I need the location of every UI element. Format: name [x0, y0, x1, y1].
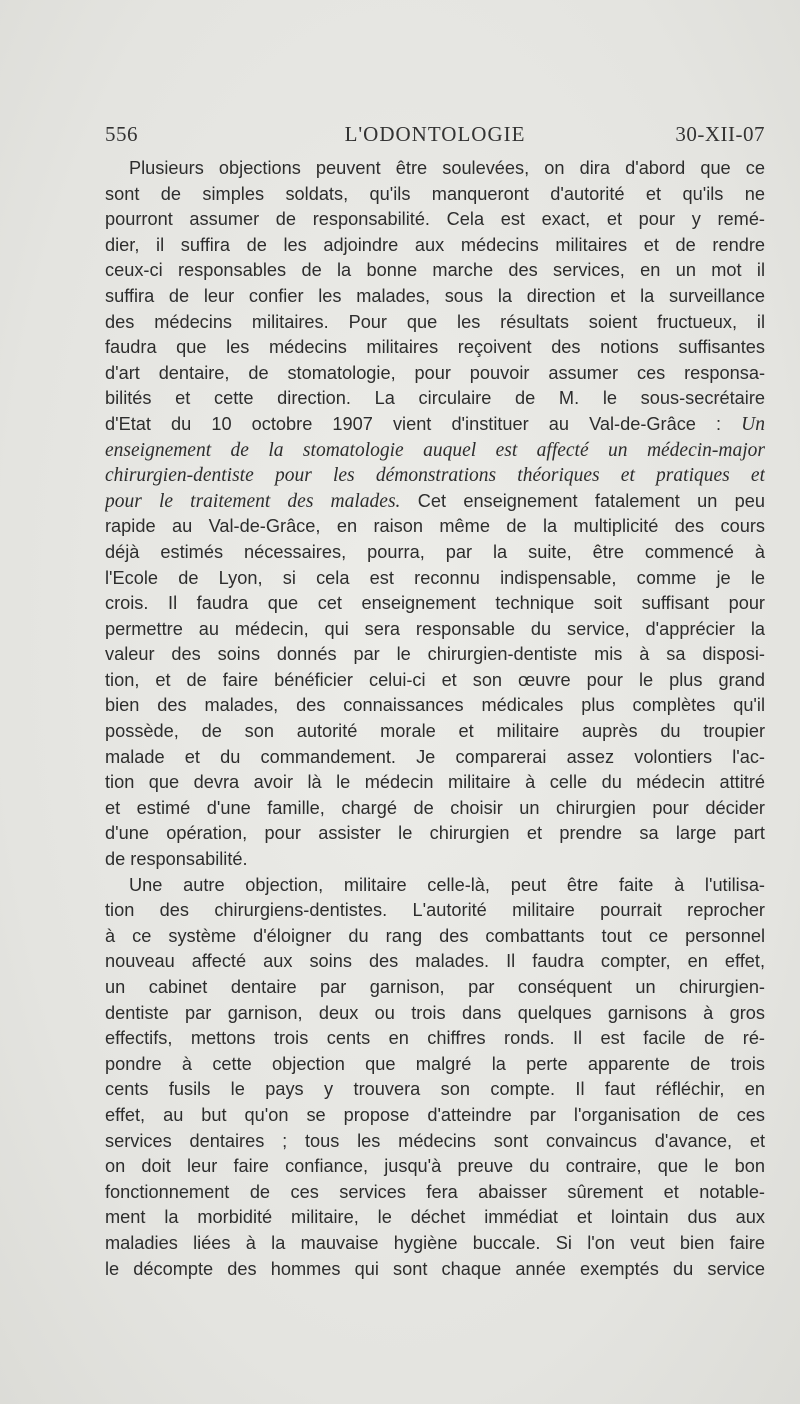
text-line: pondre à cette objection que malgré la perte apparente de trois: [105, 1053, 765, 1074]
text-line: maladies liées à la mauvaise hygiène buccale. Si l'on veut bien faire: [105, 1232, 765, 1253]
text-line: services dentaires ; tous les médecins sont convaincus d'avance, et: [105, 1130, 765, 1151]
text-line: de responsabilité.: [105, 849, 248, 870]
text-line: cents fusils le pays y trouvera son compte. Il faut réfléchir, en: [105, 1079, 765, 1100]
text-line: [105, 412, 765, 438]
text-line: un cabinet dentaire par garnison, par conséquent un chirurgien-: [105, 977, 765, 997]
running-header: [105, 122, 765, 148]
text-line: malade et du commandement. Je comparerai assez volontiers l'ac-: [105, 746, 765, 767]
text-line: et estimé d'une famille, chargé de choisir un chirurgien pour décider: [105, 797, 765, 818]
quote-line: chirurgien-dentiste pour les démonstrations théoriques et pratiques et: [105, 465, 765, 487]
text-line: le décompte des hommes qui sont chaque année exemptés du service: [105, 1258, 765, 1279]
text-line: crois. Il faudra que cet enseignement technique soit suffisant pour: [105, 593, 765, 614]
text-line: on doit leur faire confiance, jusqu'à preuve du contraire, que le bon: [105, 1156, 765, 1177]
text-line: nouveau affecté aux soins des malades. Il faudra compter, en effet,: [105, 951, 765, 972]
text-line: déjà estimés nécessaires, pourra, par la suite, être commencé à: [105, 541, 765, 562]
text-line: Une autre objection, militaire celle-là, peut être faite à l'utilisa-: [129, 874, 765, 895]
text-line: d'une opération, pour assister le chirurgien et prendre sa large part: [105, 823, 765, 844]
text-line: effectifs, mettons trois cents en chiffres ronds. Il est facile de ré-: [105, 1028, 765, 1049]
text-line: tion que devra avoir là le médecin militaire à celle du médecin attitré: [105, 772, 765, 793]
issue-date: 30-XII-07: [675, 122, 765, 146]
text-line: à ce système d'éloigner du rang des combattants tout ce personnel: [105, 925, 765, 946]
text-line: l'Ecole de Lyon, si cela est reconnu indispensable, comme je le: [105, 567, 765, 588]
journal-title: L'ODONTOLOGIE: [344, 122, 526, 146]
text-line: fonctionnement de ces services fera abaisser sûrement et notable-: [105, 1181, 765, 1202]
text-line: dier, il suffira de les adjoindre aux médecins militaires et de rendre: [105, 234, 765, 255]
text-line: bilités et cette direction. La circulaire de M. le sous-secrétaire: [105, 388, 765, 409]
quote-line: enseignement de la stomatologie auquel est affecté un médecin-major: [105, 439, 765, 461]
text-roman: d'Etat du 10 octobre 1907 vient d'instituer au Val-de-Grâce :: [105, 413, 742, 434]
text-line: tion des chirurgiens-dentistes. L'autorité militaire pourrait reprocher: [105, 900, 765, 921]
text-line: tion, et de faire bénéficier celui-ci et son œuvre pour le plus grand: [105, 669, 765, 690]
text-line: effet, au but qu'on se propose d'atteindre par l'organisation de ces: [105, 1104, 765, 1125]
text-line: bien des malades, des connaissances médicales plus complètes qu'il: [105, 695, 765, 716]
text-line: possède, de son autorité morale et militaire auprès du troupier: [105, 721, 765, 742]
text-line: valeur des soins donnés par le chirurgien-dentiste mis à sa disposi-: [105, 644, 765, 665]
text-line: permettre au médecin, qui sera responsable du service, d'apprécier la: [105, 618, 765, 639]
text-line: Plusieurs objections peuvent être soulevées, on dira d'abord que ce: [129, 158, 765, 178]
text-line: [105, 489, 765, 515]
quote-italic: pour le traitement des malades.: [105, 490, 401, 512]
quote-italic: Un: [741, 413, 765, 435]
page-number: 556: [105, 122, 138, 146]
text-line: des médecins militaires. Pour que les résultats soient fructueux, il: [105, 311, 765, 332]
text-line: sont de simples soldats, qu'ils manqueront d'autorité et qu'ils ne: [105, 183, 765, 204]
text-line: suffira de leur confier les malades, sous la direction et la surveillance: [105, 285, 765, 306]
text-line: rapide au Val-de-Grâce, en raison même de la multiplicité des cours: [105, 516, 765, 537]
text-roman: Cet enseignement fatalement un peu: [400, 490, 765, 511]
text-line: pourront assumer de responsabilité. Cela est exact, et pour y remé-: [105, 209, 765, 230]
text-line: d'art dentaire, de stomatologie, pour pouvoir assumer ces responsa-: [105, 362, 765, 383]
text-line: ment la morbidité militaire, le déchet immédiat et lointain dus aux: [105, 1207, 765, 1228]
article-body: [105, 156, 765, 1282]
text-line: ceux-ci responsables de la bonne marche des services, en un mot il: [105, 260, 765, 281]
text-line: faudra que les médecins militaires reçoivent des notions suffisantes: [105, 337, 765, 358]
text-line: dentiste par garnison, deux ou trois dans quelques garnisons à gros: [105, 1002, 765, 1023]
